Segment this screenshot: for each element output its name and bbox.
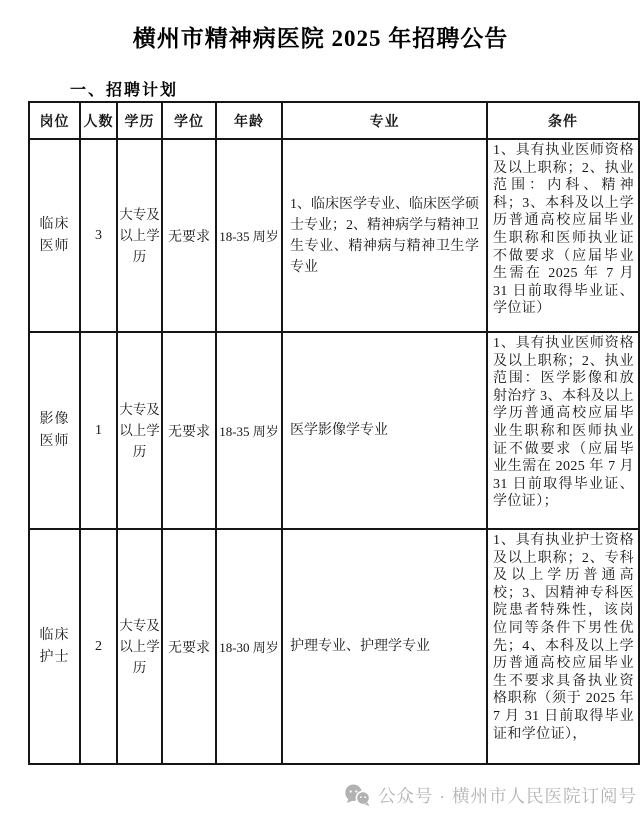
cell-degree: 无要求 [162, 139, 216, 332]
recruitment-table [28, 101, 640, 765]
table-row-imaging-physician [29, 332, 639, 529]
cell-conditions: 1、具有执业医师资格及以上职称；2、执业范围：医学影像和放射治疗 3、本科及以上学历普通高校应届毕业生职称和医师执业证不做要求（应届毕业生需在 2025 年 7 月 31 日前取得毕业证、学位证）； [487, 332, 639, 529]
cell-major: 护理专业、护理学专业 [282, 529, 487, 764]
header-cell-count: 人数 [80, 102, 117, 139]
table-row-clinical-physician [29, 139, 639, 332]
cell-position: 临床医师 [29, 139, 80, 332]
cell-age: 18-30 周岁 [216, 529, 282, 764]
cell-position: 影像医师 [29, 332, 80, 529]
cell-count: 2 [80, 529, 117, 764]
cell-degree: 无要求 [162, 332, 216, 529]
cell-count: 3 [80, 139, 117, 332]
cell-major: 医学影像学专业 [282, 332, 487, 529]
section-heading: 一、招聘计划 [70, 82, 179, 99]
cell-age: 18-35 周岁 [216, 332, 282, 529]
wechat-icon [344, 784, 371, 807]
header-cell-education: 学历 [117, 102, 162, 139]
cell-conditions: 1、具有执业护士资格及以上职称；2、专科及以上学历普通高校；3、因精神专科医院患者特殊性，该岗位同等条件下男性优先；4、本科及以上学历普通高校应届毕业生不要求具备执业资格职称（须于 2025 年 7 月 31 日前取得毕业证和学位证）， [487, 529, 639, 764]
cell-count: 1 [80, 332, 117, 529]
header-cell-position: 岗位 [29, 102, 80, 139]
wechat-watermark [344, 783, 637, 808]
cell-age: 18-35 周岁 [216, 139, 282, 332]
cell-education: 大专及以上学历 [117, 139, 162, 332]
wechat-watermark-label: 公众号 · 横州市人民医院订阅号 [377, 786, 637, 806]
cell-conditions: 1、具有执业医师资格及以上职称；2、执业范围：内科、精神科；3、本科及以上学历普通高校应届毕业生职称和医师执业证不做要求（应届毕业生需在 2025 年 7 月 31 日前取得毕业证、学位证） [487, 139, 639, 332]
cell-major: 1、临床医学专业、临床医学硕士专业；2、精神病学与精神卫生专业、精神病与精神卫生学专业 [282, 139, 487, 332]
header-cell-major: 专业 [282, 102, 487, 139]
cell-degree: 无要求 [162, 529, 216, 764]
header-cell-age: 年龄 [216, 102, 282, 139]
table-header-row [29, 102, 639, 139]
table-row-clinical-nurse [29, 529, 639, 764]
cell-education: 大专及以上学历 [117, 332, 162, 529]
page-title: 横州市精神病医院 2025 年招聘公告 [132, 26, 509, 51]
header-cell-degree: 学位 [162, 102, 216, 139]
cell-education: 大专及以上学历 [117, 529, 162, 764]
cell-position: 临床护士 [29, 529, 80, 764]
header-cell-conditions: 条件 [487, 102, 639, 139]
